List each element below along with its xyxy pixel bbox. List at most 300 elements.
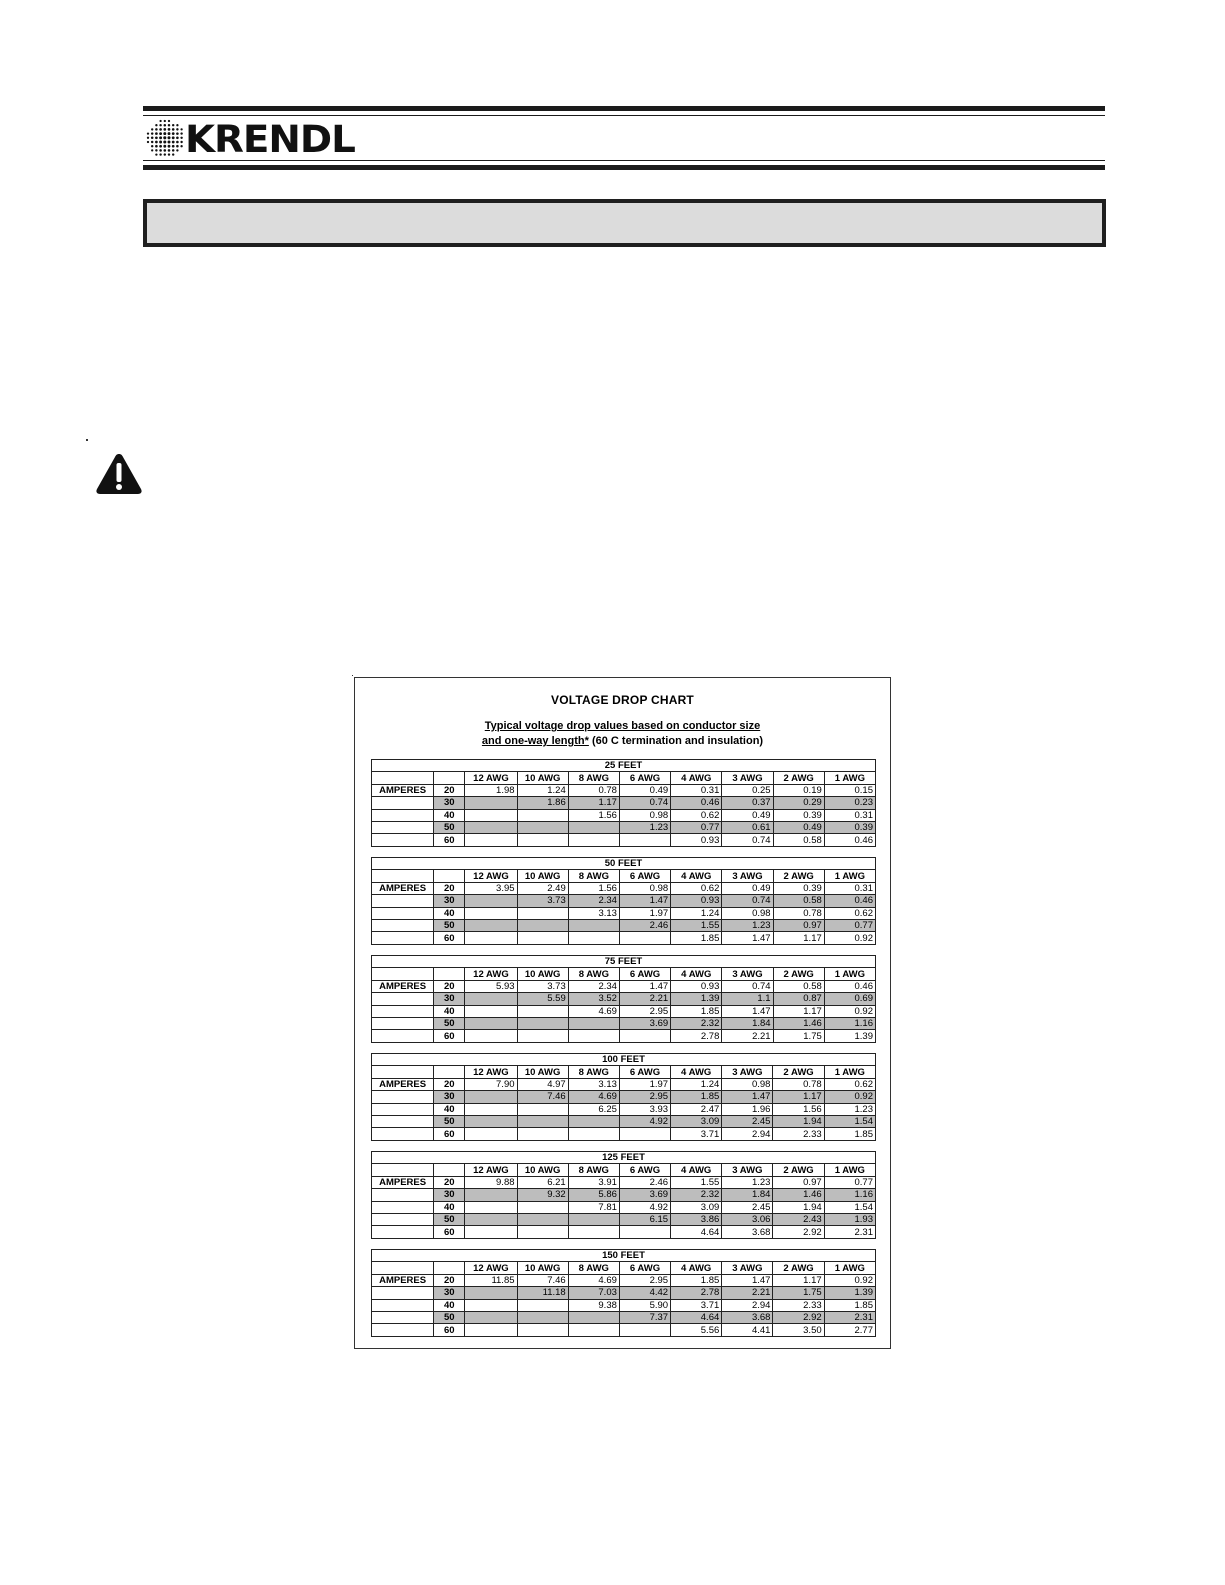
table-row bbox=[372, 1274, 876, 1286]
voltage-drop-cell: 1.23 bbox=[824, 1103, 875, 1115]
voltage-drop-cell: 1.39 bbox=[824, 1287, 875, 1299]
row-label-blank bbox=[372, 932, 434, 944]
voltage-drop-cell: 3.71 bbox=[671, 1128, 722, 1140]
voltage-drop-cell: 1.85 bbox=[824, 1299, 875, 1311]
amperes-value: 50 bbox=[434, 1115, 465, 1127]
voltage-drop-cell: 4.42 bbox=[619, 1287, 670, 1299]
voltage-drop-cell: 2.47 bbox=[671, 1103, 722, 1115]
voltage-drop-cell: 0.98 bbox=[722, 1078, 773, 1090]
voltage-drop-cell: 1.24 bbox=[517, 784, 568, 796]
voltage-drop-cell: 2.49 bbox=[517, 882, 568, 894]
voltage-drop-cell: 4.97 bbox=[517, 1078, 568, 1090]
voltage-drop-cell: 0.78 bbox=[773, 1078, 824, 1090]
voltage-drop-cell bbox=[465, 1103, 517, 1115]
voltage-drop-cell: 1.39 bbox=[671, 993, 722, 1005]
column-header: 4 AWG bbox=[671, 772, 722, 784]
voltage-drop-cell bbox=[568, 1226, 619, 1238]
table-title: 100 FEET bbox=[372, 1054, 876, 1066]
table-row bbox=[372, 797, 876, 809]
table-row bbox=[372, 1030, 876, 1042]
voltage-drop-cell: 0.74 bbox=[722, 980, 773, 992]
voltage-drop-cell: 0.29 bbox=[773, 797, 824, 809]
voltage-drop-cell bbox=[619, 1030, 670, 1042]
voltage-drop-cell: 0.92 bbox=[824, 1091, 875, 1103]
column-header: 3 AWG bbox=[722, 968, 773, 980]
table-row bbox=[372, 907, 876, 919]
chart-subtitle-line1 bbox=[355, 720, 890, 732]
column-header: 8 AWG bbox=[568, 772, 619, 784]
warning-icon bbox=[95, 452, 143, 496]
voltage-drop-cell bbox=[465, 1189, 517, 1201]
voltage-drop-chart bbox=[354, 677, 891, 1349]
voltage-drop-cell bbox=[517, 1030, 568, 1042]
voltage-drop-cell bbox=[465, 1030, 517, 1042]
column-header: 10 AWG bbox=[517, 1164, 568, 1176]
voltage-drop-cell: 0.98 bbox=[722, 907, 773, 919]
table-row bbox=[372, 1201, 876, 1213]
voltage-drop-cell: 1.75 bbox=[773, 1287, 824, 1299]
voltage-drop-cell: 5.93 bbox=[465, 980, 517, 992]
voltage-drop-cell: 5.59 bbox=[517, 993, 568, 1005]
voltage-drop-cell bbox=[465, 895, 517, 907]
voltage-drop-cell bbox=[517, 1201, 568, 1213]
amperes-value: 40 bbox=[434, 1103, 465, 1115]
table-row bbox=[372, 1005, 876, 1017]
header-rule-bottom-thick bbox=[143, 165, 1105, 170]
voltage-drop-cell bbox=[465, 821, 517, 833]
voltage-drop-cell bbox=[517, 1213, 568, 1225]
column-header: 6 AWG bbox=[619, 772, 670, 784]
chart-subtitle-line2 bbox=[355, 735, 890, 747]
amperes-value: 60 bbox=[434, 1226, 465, 1238]
table-row bbox=[372, 1226, 876, 1238]
column-header: 4 AWG bbox=[671, 968, 722, 980]
voltage-drop-cell bbox=[619, 834, 670, 846]
row-label-amperes: AMPERES bbox=[372, 1078, 434, 1090]
voltage-drop-cell bbox=[568, 919, 619, 931]
voltage-drop-cell: 0.49 bbox=[773, 821, 824, 833]
amperes-value: 20 bbox=[434, 1274, 465, 1286]
voltage-drop-cell: 0.92 bbox=[824, 932, 875, 944]
voltage-drop-cell: 5.56 bbox=[671, 1324, 722, 1336]
voltage-drop-cell: 0.92 bbox=[824, 1274, 875, 1286]
column-header: 2 AWG bbox=[773, 1164, 824, 1176]
voltage-drop-cell bbox=[465, 1128, 517, 1140]
row-label-blank bbox=[372, 1128, 434, 1140]
stray-mark bbox=[86, 439, 88, 441]
voltage-drop-cell bbox=[568, 1115, 619, 1127]
amperes-value: 20 bbox=[434, 1176, 465, 1188]
voltage-drop-cell: 6.25 bbox=[568, 1103, 619, 1115]
voltage-drop-cell: 1.85 bbox=[671, 1091, 722, 1103]
voltage-drop-cell: 0.39 bbox=[773, 809, 824, 821]
amperes-value: 20 bbox=[434, 784, 465, 796]
voltage-drop-cell: 0.46 bbox=[824, 834, 875, 846]
voltage-drop-cell bbox=[465, 1005, 517, 1017]
voltage-drop-cell bbox=[465, 919, 517, 931]
voltage-drop-cell: 2.95 bbox=[619, 1091, 670, 1103]
voltage-drop-cell: 0.46 bbox=[824, 895, 875, 907]
voltage-drop-cell: 0.31 bbox=[824, 809, 875, 821]
voltage-drop-cell: 0.74 bbox=[619, 797, 670, 809]
voltage-drop-cell: 2.45 bbox=[722, 1115, 773, 1127]
column-header: 8 AWG bbox=[568, 1066, 619, 1078]
voltage-drop-cell: 0.93 bbox=[671, 895, 722, 907]
voltage-drop-cell bbox=[619, 1324, 670, 1336]
row-label-blank bbox=[372, 1287, 434, 1299]
column-header: 2 AWG bbox=[773, 1066, 824, 1078]
voltage-drop-cell bbox=[517, 1324, 568, 1336]
row-label-blank bbox=[372, 993, 434, 1005]
voltage-drop-cell bbox=[465, 1017, 517, 1029]
voltage-drop-cell: 2.34 bbox=[568, 980, 619, 992]
amperes-value: 50 bbox=[434, 1311, 465, 1323]
row-label-blank bbox=[372, 907, 434, 919]
amperes-value: 30 bbox=[434, 993, 465, 1005]
column-header: 10 AWG bbox=[517, 772, 568, 784]
voltage-drop-cell: 2.78 bbox=[671, 1287, 722, 1299]
amperes-value: 40 bbox=[434, 1005, 465, 1017]
voltage-drop-cell bbox=[517, 1005, 568, 1017]
voltage-drop-cell: 4.69 bbox=[568, 1274, 619, 1286]
voltage-drop-cell: 4.69 bbox=[568, 1091, 619, 1103]
column-header: 2 AWG bbox=[773, 968, 824, 980]
header-blank-cell bbox=[372, 1262, 434, 1274]
voltage-drop-cell: 1.97 bbox=[619, 1078, 670, 1090]
voltage-drop-cell bbox=[465, 1201, 517, 1213]
amperes-value: 20 bbox=[434, 882, 465, 894]
voltage-drop-cell: 0.39 bbox=[824, 821, 875, 833]
voltage-drop-cell: 0.78 bbox=[568, 784, 619, 796]
column-header: 2 AWG bbox=[773, 1262, 824, 1274]
voltage-drop-cell: 3.71 bbox=[671, 1299, 722, 1311]
amperes-value: 60 bbox=[434, 932, 465, 944]
column-header: 4 AWG bbox=[671, 1262, 722, 1274]
voltage-drop-cell: 2.33 bbox=[773, 1299, 824, 1311]
voltage-drop-cell: 1.96 bbox=[722, 1103, 773, 1115]
voltage-drop-cell: 0.61 bbox=[722, 821, 773, 833]
voltage-drop-cell: 1.39 bbox=[824, 1030, 875, 1042]
column-header: 10 AWG bbox=[517, 870, 568, 882]
row-label-blank bbox=[372, 834, 434, 846]
voltage-drop-cell bbox=[517, 1115, 568, 1127]
voltage-drop-cell: 11.18 bbox=[517, 1287, 568, 1299]
voltage-drop-table bbox=[371, 1053, 876, 1141]
voltage-drop-cell: 2.32 bbox=[671, 1189, 722, 1201]
table-row bbox=[372, 1176, 876, 1188]
header-blank-cell bbox=[372, 772, 434, 784]
voltage-drop-cell bbox=[465, 834, 517, 846]
table-row bbox=[372, 821, 876, 833]
amperes-value: 50 bbox=[434, 1017, 465, 1029]
voltage-drop-cell: 0.74 bbox=[722, 895, 773, 907]
table-row bbox=[372, 932, 876, 944]
voltage-drop-cell: 1.54 bbox=[824, 1201, 875, 1213]
voltage-drop-cell: 2.32 bbox=[671, 1017, 722, 1029]
row-label-amperes: AMPERES bbox=[372, 1176, 434, 1188]
voltage-drop-cell: 1.94 bbox=[773, 1201, 824, 1213]
voltage-drop-cell: 1.56 bbox=[773, 1103, 824, 1115]
voltage-drop-cell: 0.62 bbox=[824, 907, 875, 919]
voltage-drop-cell: 1.47 bbox=[722, 1005, 773, 1017]
voltage-drop-cell: 3.73 bbox=[517, 980, 568, 992]
voltage-drop-cell: 2.21 bbox=[722, 1030, 773, 1042]
table-row bbox=[372, 895, 876, 907]
voltage-drop-cell: 7.37 bbox=[619, 1311, 670, 1323]
column-header: 2 AWG bbox=[773, 870, 824, 882]
voltage-drop-cell: 1.23 bbox=[619, 821, 670, 833]
amperes-value: 30 bbox=[434, 895, 465, 907]
table-row bbox=[372, 980, 876, 992]
header-blank-cell bbox=[372, 1164, 434, 1176]
table-row bbox=[372, 1287, 876, 1299]
row-label-blank bbox=[372, 1030, 434, 1042]
voltage-drop-cell: 3.68 bbox=[722, 1311, 773, 1323]
header-rule-top-thin bbox=[143, 115, 1105, 116]
voltage-drop-cell: 4.92 bbox=[619, 1201, 670, 1213]
column-header: 12 AWG bbox=[465, 772, 517, 784]
voltage-drop-cell: 0.62 bbox=[671, 809, 722, 821]
row-label-amperes: AMPERES bbox=[372, 980, 434, 992]
table-row bbox=[372, 993, 876, 1005]
section-title-bar bbox=[143, 199, 1106, 247]
voltage-drop-cell: 0.39 bbox=[773, 882, 824, 894]
column-header: 3 AWG bbox=[722, 772, 773, 784]
voltage-drop-cell: 1.47 bbox=[722, 1091, 773, 1103]
voltage-drop-cell: 3.95 bbox=[465, 882, 517, 894]
table-row bbox=[372, 784, 876, 796]
voltage-drop-cell: 2.43 bbox=[773, 1213, 824, 1225]
voltage-drop-cell: 1.47 bbox=[619, 980, 670, 992]
voltage-drop-cell bbox=[517, 1103, 568, 1115]
voltage-drop-cell: 0.78 bbox=[773, 907, 824, 919]
voltage-drop-cell bbox=[619, 1226, 670, 1238]
header-blank-cell bbox=[434, 968, 465, 980]
amperes-value: 30 bbox=[434, 1091, 465, 1103]
voltage-drop-cell: 3.06 bbox=[722, 1213, 773, 1225]
amperes-value: 30 bbox=[434, 1189, 465, 1201]
table-title: 25 FEET bbox=[372, 760, 876, 772]
voltage-drop-cell bbox=[619, 1128, 670, 1140]
header-blank-cell bbox=[372, 968, 434, 980]
voltage-drop-cell: 2.46 bbox=[619, 1176, 670, 1188]
voltage-drop-cell bbox=[517, 821, 568, 833]
voltage-drop-cell: 2.94 bbox=[722, 1299, 773, 1311]
voltage-drop-cell: 1.47 bbox=[722, 1274, 773, 1286]
amperes-value: 50 bbox=[434, 821, 465, 833]
voltage-drop-cell: 0.58 bbox=[773, 895, 824, 907]
amperes-value: 40 bbox=[434, 1201, 465, 1213]
voltage-drop-table bbox=[371, 759, 876, 847]
voltage-drop-cell: 1.16 bbox=[824, 1189, 875, 1201]
row-label-blank bbox=[372, 1311, 434, 1323]
voltage-drop-cell bbox=[568, 1030, 619, 1042]
table-row bbox=[372, 834, 876, 846]
voltage-drop-cell: 1.84 bbox=[722, 1017, 773, 1029]
voltage-drop-table bbox=[371, 1151, 876, 1239]
voltage-drop-cell: 1.16 bbox=[824, 1017, 875, 1029]
header-rule-top-thick bbox=[143, 106, 1105, 111]
voltage-drop-cell: 0.77 bbox=[824, 919, 875, 931]
column-header: 12 AWG bbox=[465, 1262, 517, 1274]
amperes-value: 30 bbox=[434, 797, 465, 809]
table-row bbox=[372, 1017, 876, 1029]
stray-mark bbox=[352, 675, 353, 676]
voltage-drop-cell: 3.86 bbox=[671, 1213, 722, 1225]
brand-logo bbox=[145, 117, 355, 161]
column-header: 6 AWG bbox=[619, 968, 670, 980]
voltage-drop-cell: 3.09 bbox=[671, 1115, 722, 1127]
voltage-drop-cell bbox=[517, 1299, 568, 1311]
voltage-drop-cell: 3.50 bbox=[773, 1324, 824, 1336]
row-label-blank bbox=[372, 797, 434, 809]
column-header: 1 AWG bbox=[824, 1262, 875, 1274]
voltage-drop-cell: 3.13 bbox=[568, 907, 619, 919]
amperes-value: 40 bbox=[434, 809, 465, 821]
voltage-drop-cell bbox=[465, 809, 517, 821]
row-label-blank bbox=[372, 1103, 434, 1115]
table-row bbox=[372, 1091, 876, 1103]
voltage-drop-cell bbox=[465, 907, 517, 919]
voltage-drop-cell: 3.52 bbox=[568, 993, 619, 1005]
column-header: 3 AWG bbox=[722, 1164, 773, 1176]
voltage-drop-cell: 2.92 bbox=[773, 1226, 824, 1238]
voltage-drop-cell: 3.09 bbox=[671, 1201, 722, 1213]
column-header: 3 AWG bbox=[722, 870, 773, 882]
voltage-drop-cell: 2.94 bbox=[722, 1128, 773, 1140]
voltage-drop-cell: 3.13 bbox=[568, 1078, 619, 1090]
column-header: 2 AWG bbox=[773, 772, 824, 784]
voltage-drop-cell: 0.31 bbox=[671, 784, 722, 796]
voltage-drop-cell: 1.98 bbox=[465, 784, 517, 796]
voltage-drop-cell bbox=[568, 1017, 619, 1029]
amperes-value: 60 bbox=[434, 1324, 465, 1336]
voltage-drop-cell: 1.24 bbox=[671, 907, 722, 919]
row-label-blank bbox=[372, 821, 434, 833]
voltage-drop-cell: 3.91 bbox=[568, 1176, 619, 1188]
voltage-drop-cell: 1.97 bbox=[619, 907, 670, 919]
voltage-drop-cell: 0.31 bbox=[824, 882, 875, 894]
amperes-value: 40 bbox=[434, 1299, 465, 1311]
row-label-blank bbox=[372, 919, 434, 931]
voltage-drop-cell: 3.69 bbox=[619, 1189, 670, 1201]
voltage-drop-cell: 0.46 bbox=[671, 797, 722, 809]
voltage-drop-cell: 0.25 bbox=[722, 784, 773, 796]
voltage-drop-cell: 1.85 bbox=[671, 1005, 722, 1017]
voltage-drop-cell: 0.49 bbox=[722, 882, 773, 894]
voltage-drop-cell: 2.45 bbox=[722, 1201, 773, 1213]
row-label-blank bbox=[372, 809, 434, 821]
voltage-drop-cell: 9.38 bbox=[568, 1299, 619, 1311]
header-blank-cell bbox=[434, 1164, 465, 1176]
voltage-drop-cell: 0.23 bbox=[824, 797, 875, 809]
voltage-drop-cell: 0.77 bbox=[671, 821, 722, 833]
row-label-blank bbox=[372, 1299, 434, 1311]
voltage-drop-cell bbox=[517, 907, 568, 919]
voltage-drop-cell: 1.17 bbox=[773, 1091, 824, 1103]
voltage-drop-cell: 1.23 bbox=[722, 919, 773, 931]
voltage-drop-cell bbox=[517, 1311, 568, 1323]
voltage-drop-cell bbox=[517, 809, 568, 821]
voltage-drop-cell: 1.23 bbox=[722, 1176, 773, 1188]
column-header: 10 AWG bbox=[517, 1066, 568, 1078]
voltage-drop-cell: 0.98 bbox=[619, 882, 670, 894]
voltage-drop-cell bbox=[568, 1213, 619, 1225]
column-header: 8 AWG bbox=[568, 870, 619, 882]
voltage-drop-table bbox=[371, 955, 876, 1043]
voltage-drop-cell: 0.98 bbox=[619, 809, 670, 821]
voltage-drop-cell: 1.56 bbox=[568, 809, 619, 821]
column-header: 4 AWG bbox=[671, 1066, 722, 1078]
row-label-blank bbox=[372, 895, 434, 907]
voltage-drop-cell bbox=[465, 1091, 517, 1103]
voltage-drop-cell: 1.56 bbox=[568, 882, 619, 894]
voltage-drop-cell: 2.95 bbox=[619, 1274, 670, 1286]
column-header: 6 AWG bbox=[619, 1066, 670, 1078]
row-label-blank bbox=[372, 1017, 434, 1029]
header-blank-cell bbox=[434, 772, 465, 784]
column-header: 1 AWG bbox=[824, 1066, 875, 1078]
row-label-amperes: AMPERES bbox=[372, 882, 434, 894]
voltage-drop-cell: 2.95 bbox=[619, 1005, 670, 1017]
voltage-drop-cell bbox=[517, 1226, 568, 1238]
voltage-drop-cell: 1.75 bbox=[773, 1030, 824, 1042]
voltage-drop-cell: 1.17 bbox=[568, 797, 619, 809]
column-header: 4 AWG bbox=[671, 870, 722, 882]
voltage-drop-cell: 0.58 bbox=[773, 834, 824, 846]
voltage-drop-cell bbox=[517, 932, 568, 944]
voltage-drop-cell: 3.69 bbox=[619, 1017, 670, 1029]
row-label-amperes: AMPERES bbox=[372, 1274, 434, 1286]
column-header: 8 AWG bbox=[568, 968, 619, 980]
voltage-drop-cell bbox=[465, 797, 517, 809]
column-header: 1 AWG bbox=[824, 968, 875, 980]
voltage-drop-cell bbox=[619, 932, 670, 944]
voltage-drop-cell bbox=[465, 1226, 517, 1238]
column-header: 10 AWG bbox=[517, 968, 568, 980]
voltage-drop-cell: 4.64 bbox=[671, 1226, 722, 1238]
amperes-value: 60 bbox=[434, 834, 465, 846]
voltage-drop-cell: 1.55 bbox=[671, 1176, 722, 1188]
column-header: 1 AWG bbox=[824, 1164, 875, 1176]
column-header: 10 AWG bbox=[517, 1262, 568, 1274]
voltage-drop-cell: 2.33 bbox=[773, 1128, 824, 1140]
voltage-drop-cell bbox=[568, 932, 619, 944]
voltage-drop-cell: 0.93 bbox=[671, 834, 722, 846]
voltage-drop-cell: 3.73 bbox=[517, 895, 568, 907]
voltage-drop-cell: 1.47 bbox=[722, 932, 773, 944]
voltage-drop-cell: 9.88 bbox=[465, 1176, 517, 1188]
table-row bbox=[372, 1115, 876, 1127]
voltage-drop-cell: 7.81 bbox=[568, 1201, 619, 1213]
table-row bbox=[372, 1189, 876, 1201]
voltage-drop-cell bbox=[517, 834, 568, 846]
voltage-drop-cell: 1.46 bbox=[773, 1017, 824, 1029]
voltage-drop-cell: 1.24 bbox=[671, 1078, 722, 1090]
column-header: 8 AWG bbox=[568, 1164, 619, 1176]
table-title: 125 FEET bbox=[372, 1152, 876, 1164]
header-blank-cell bbox=[434, 1066, 465, 1078]
voltage-drop-cell: 0.15 bbox=[824, 784, 875, 796]
chart-subtitle-rest: (60 C termination and insulation) bbox=[588, 735, 764, 747]
voltage-drop-cell: 2.78 bbox=[671, 1030, 722, 1042]
amperes-value: 60 bbox=[434, 1128, 465, 1140]
column-header: 12 AWG bbox=[465, 968, 517, 980]
voltage-drop-cell: 1.55 bbox=[671, 919, 722, 931]
voltage-drop-cell: 1.47 bbox=[619, 895, 670, 907]
voltage-drop-cell bbox=[568, 821, 619, 833]
voltage-drop-cell: 1.93 bbox=[824, 1213, 875, 1225]
